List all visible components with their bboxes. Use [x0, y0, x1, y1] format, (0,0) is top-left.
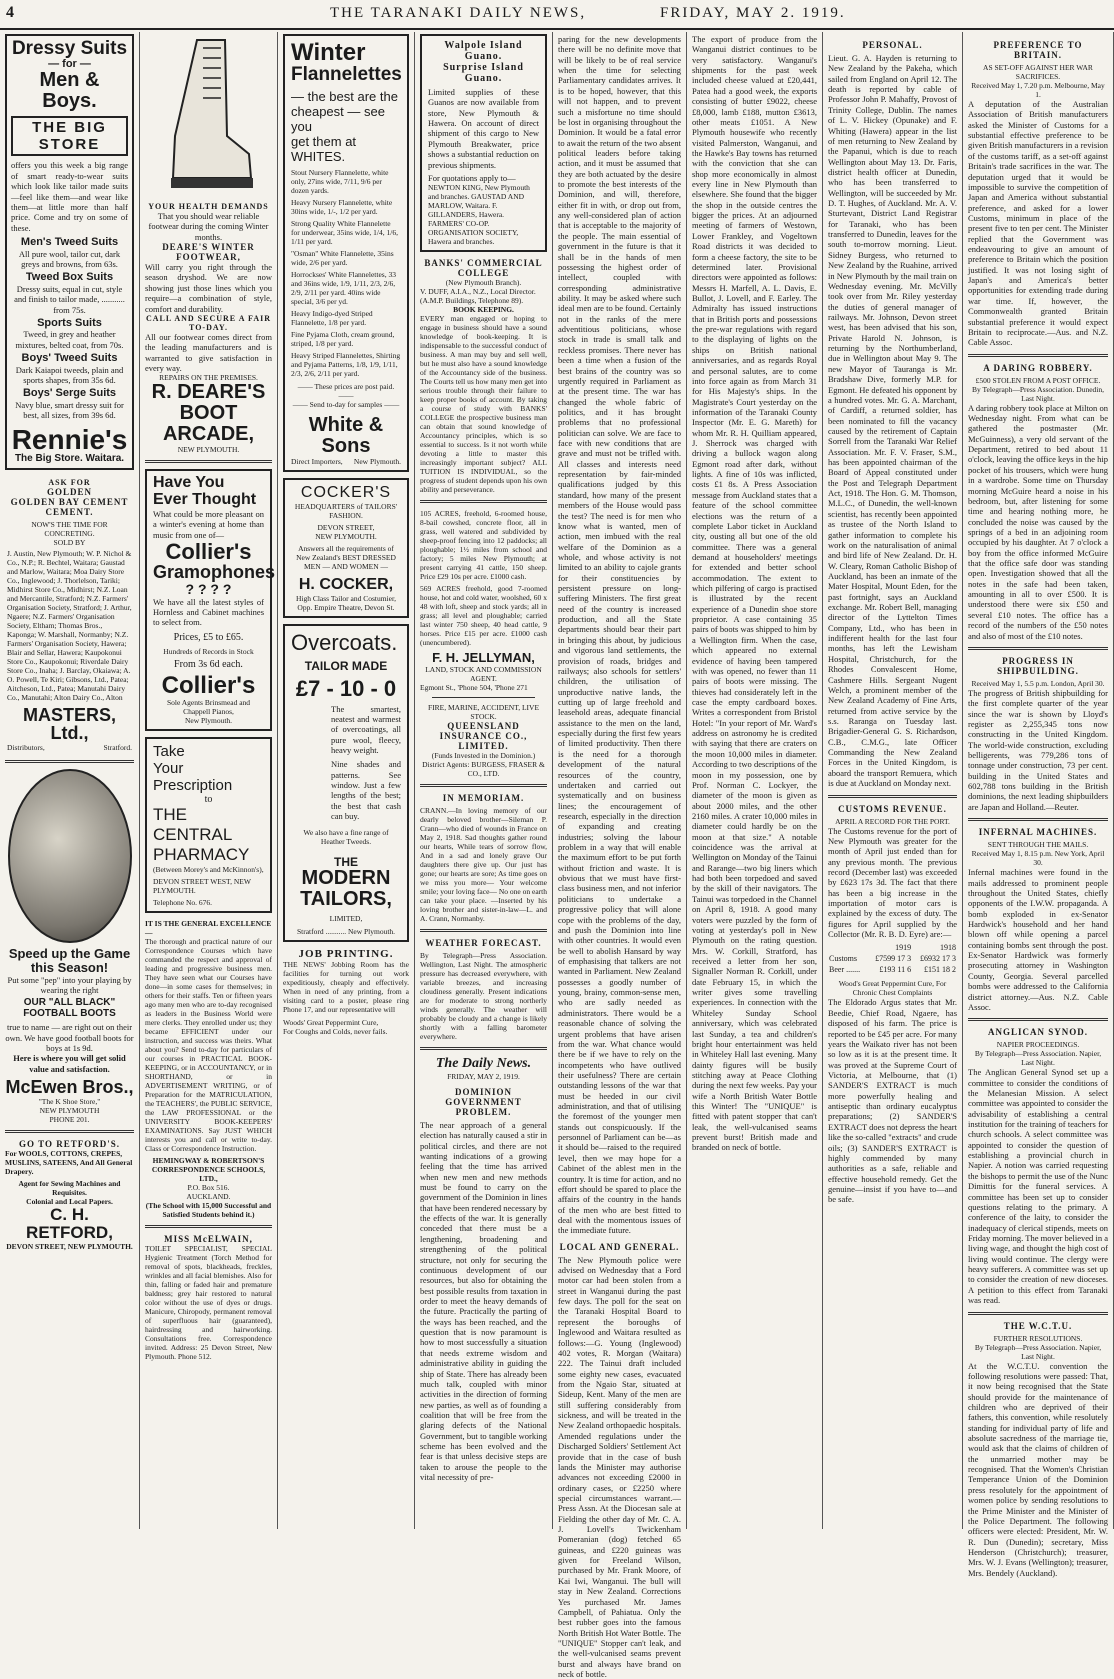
deare-name: R. DEARE'S: [151, 381, 266, 404]
winter-l3: — the best are the: [291, 89, 398, 105]
flannelette-item: Stout Nursery Flannelette, white only, 27ins wide, 7/11, 9/6 per dozen yards.: [291, 168, 389, 196]
local-general-head: LOCAL AND GENERAL.: [559, 1241, 680, 1252]
editorial: [420, 1056, 547, 1483]
flannelette-list: [291, 168, 401, 378]
weather-head: WEATHER FORECAST.: [425, 937, 542, 948]
job-printing-ad: [283, 948, 409, 1036]
flannelette-item: "Osman" White Flannelette, 35ins wide, 2/6 per yard.: [291, 249, 394, 268]
deare-boot: BOOT: [179, 402, 238, 425]
colliers-name: Collier's: [165, 538, 252, 564]
memoriam-head: IN MEMORIAM.: [442, 792, 525, 803]
deare-call: CALL AND SECURE A FAIR TO-DAY.: [146, 313, 271, 332]
overcoats-tweeds: We also have a fine range of Heather Tweeds.: [303, 827, 389, 846]
retford-addr: DEVON STREET, NEW PLYMOUTH.: [6, 1241, 133, 1251]
personal-head: PERSONAL.: [862, 40, 923, 50]
shipbuilding-dateline: Received May 1, 5.5 p.m. London, April 30.: [971, 678, 1105, 688]
pharmacy-central: CENTRAL: [153, 824, 233, 844]
pharmacy-the: THE: [153, 804, 187, 824]
whites-prices: —— These prices are post paid. ——: [297, 382, 395, 401]
winter-l4: cheapest — see you: [291, 104, 385, 135]
pref-sub: AS SET-OFF AGAINST HER WAR SACRIFICES.: [983, 63, 1093, 81]
mcelwain-name: MISS McELWAIN,: [164, 1233, 253, 1244]
guano-apply: For quotations apply to—: [428, 172, 516, 183]
football-headline: Speed up the Game: [8, 946, 131, 962]
colliers-ad: [145, 469, 276, 731]
pharmacy-name: PHARMACY: [153, 844, 250, 864]
school-city: AUCKLAND.: [186, 1191, 231, 1201]
mcewen-town: NEW PLYMOUTH: [39, 1106, 100, 1116]
colliers-np: New Plymouth.: [184, 715, 233, 725]
wctu-dateline: By Telegraph—Press Association. Napier, Last Night.: [974, 1342, 1102, 1361]
cocker-name: COCKER'S: [300, 484, 392, 502]
pharmacy-l3: Prescription: [153, 776, 233, 794]
synod-sub: NAPIER PROCEEDINGS.: [996, 1040, 1080, 1050]
overcoats-body-2: Nine shades and patterns. See window. Just a few lengths of the best; the best that cash can buy.: [331, 759, 401, 822]
memoriam-body: CRANN.—In loving memory of our dearly beloved brother—Sileman P. Crann—who died of wounds in France on May 2, 1918. Sad thoughts gather round our hearts, While tears of sorrow flow, And in a sad and lonely grave Our daughters there give up. Our just has gone; our hearts are sore; As time goes on we miss you more— Your welcome smile; your loving face— No one on earth can take your place. —Inserted by his loving brother and sister-in-law—L. and A. Crann, Normanby.: [420, 805, 547, 923]
modern-tailors-ad: [283, 624, 409, 942]
cement-ask: ASK FOR: [48, 477, 91, 487]
deare-body-3: All our footwear comes direct from the leading manufacturers and is warranted to give satisfaction in every way.: [145, 331, 272, 373]
ad-subhead: Men's Tweed Suits: [20, 236, 119, 248]
printing-head: JOB PRINTING.: [298, 948, 394, 961]
table-cell: Beer .......: [829, 965, 861, 975]
infernal-dateline: Received May 1, 8.15 p.m. New York, April 30.: [971, 849, 1105, 868]
cocker-opp: Opp. Empire Theatre, Devon St.: [297, 602, 395, 612]
colliers-name-2: Collier's: [161, 671, 256, 699]
pharmacy-between: (Between Morey's and McKinnon's),: [153, 864, 264, 874]
land-569: 569 ACRES freehold, good 7-roomed house, hot and cold water, woolshed, 60 x 48 with loft, sheep and stock yards; all in grass; all level and ploughable; carried last winter 750 sheep, 40 head cattle, 9 horses. Price £15 per acre. £1000 cash (unencumbered).: [420, 584, 547, 648]
woods-cure: Woods' Great Peppermint Cure,: [283, 1018, 379, 1028]
column-2: [140, 32, 278, 1529]
colliers-records: Hundreds of Records in Stock: [163, 646, 254, 656]
pharmacy-addr: DEVON STREET WEST, NEW PLYMOUTH.: [153, 876, 251, 895]
winter-head: Winter: [291, 39, 366, 66]
retford-papers: Colonial and Local Papers.: [26, 1197, 113, 1207]
ad-subhead: Tweed Box Suits: [25, 271, 114, 284]
customs-table: [828, 942, 957, 975]
pharmacy-l4: to: [204, 793, 213, 805]
guano-l1: Walpole Island Guano.: [444, 40, 523, 62]
newspaper-title: THE TARANAKI DAILY NEWS,: [330, 5, 587, 21]
ad-subhead: Boys' Tweed Suits: [21, 352, 118, 365]
table-cell: £151 18 2: [924, 965, 956, 975]
issue-date: FRIDAY, MAY 2. 1919.: [660, 5, 846, 21]
ad-subhead: Boys' Serge Suits: [22, 387, 117, 400]
cement-l1: GOLDEN: [46, 486, 92, 497]
customs-head: CUSTOMS REVENUE.: [838, 803, 947, 814]
weather-forecast: [420, 938, 547, 1041]
pref-body: A deputation of the Australian Association of British manufacturers asked the Minister of Customs for a substantial effective preference to be given British manufacturers in a revision of the customs tariff, as a set-off against Britain's trade sacrifices in the war. The deputation urged that it would be impossible to survive the competition of Japan and America without substantial preference, and asked for a lower Customs, minimum in place of the present five to ten per cent. The Minister replied that the Government was endeavouring to give an amount of preference to Britain which the position justified. It was not losing sight of Japan's and America's better opportunities for extending trade during war time. If, however, the Commonwealth granted Britain substantial preference it would expect Britain to reciprocate.—Aus. and N.Z. Cable Assoc.: [968, 99, 1108, 348]
woods-coughs: For Coughs and Colds, never fails.: [283, 1027, 388, 1037]
jellyman-ad: [420, 509, 547, 778]
guano-agents: NEWTON KING, New Plymouth and branches. GAUSTAD AND MARLOW, Waitara. F. GILLANDERS, Hawera. FARMERS' CO-OP. ORGANISATION SOCIETY, Hawera and branches.: [428, 183, 530, 247]
cement-stockists: J. Austin, New Plymouth; W. P. Nichol & Co., N.P.; R. Bechtel, Waitara; Gaustad and Marlow, Waitara; Moa Dairy Store Co., Inglewood; J. Thorlelson, Tariki; Midhirst Store Co., Midhirst; N.Z. Loan and Mercantile, Stratford; N.Z. Farmers' Organisation Society, Stratford; J. Arthur, Ngaere; N.Z. Farmers' Organisation Society, Eltham; Thomas Bros., Kaponga; W. Marshall, Normanby; N.Z. Farmers' Organisation Society, Hawera; Blair and Sellar, Hawera; Kaupokonui Store Co., Kaupokonui; Riverdale Dairy Store Co., Inaha; J. Barclay, Okaiawa; A. O. Powell, Te Kiri; Gibsons, Ltd., Patea; Aitcheson, Ltd., Patea; Manutahi Dairy Co., Manutahi; Alton Dairy Co., Alton: [7, 548, 132, 702]
ad-headline-2: Men & Boys.: [39, 69, 100, 113]
customs-col-header: 1919: [895, 943, 912, 953]
masters-role: Distributors,: [7, 743, 45, 753]
pref-head: PREFERENCE TO BRITAIN.: [993, 40, 1083, 60]
cement-sold: SOLD BY: [53, 537, 86, 547]
school-head: IT IS THE GENERAL EXCELLENCE—: [145, 918, 272, 937]
cocker-body: Answers all the requirements of New Zealand's BEST DRESSED MEN — AND WOMEN —: [296, 544, 396, 572]
rennies-tagline: The Big Store. Waitara.: [14, 453, 125, 465]
column-7: [823, 32, 963, 1529]
cocker-street: DEVON STREET,: [317, 523, 375, 533]
deare-head: YOUR HEALTH DEMANDS: [148, 202, 269, 211]
football-boots: OUR "ALL BLACK" FOOTBALL BOOTS: [23, 997, 116, 1019]
overcoats-head: Overcoats.: [291, 629, 398, 655]
jellyman-name: F. H. JELLYMAN,: [432, 650, 535, 666]
overcoats-tailor: TAILOR MADE: [304, 658, 388, 673]
cocker-np: NEW PLYMOUTH.: [315, 532, 377, 542]
ad-body: Dressy suits, equal in cut, style and finish to tailor made, ........... from 75s.: [14, 283, 125, 315]
modern-the: THE: [334, 854, 358, 869]
pharmacy-l2: Your: [153, 759, 184, 777]
colliers-prices: Prices, £5 to £65.: [173, 631, 244, 643]
weather-body: By Telegraph—Press Association. Wellington, Last Night. The atmospheric pressure has decreased everywhere, with variable breezes, and increasing cloudiness generally. Present indications are for moderate to strong northerly winds generally. The weather will probably be cloudy and a change is likely shortly with a falling barometer everywhere.: [420, 950, 547, 1041]
woods-peppermint: Wood's Great Peppermint Cure, For Chronic Chest Complaints: [838, 979, 947, 998]
flannelette-item: Horrockses' White Flannelettes, 33 and 36ins wide, 1/9, 1/11, 2/3, 2/6, 2/9, 2/11 per yard. 40ins wide special, 3/6 per yd.: [291, 270, 396, 307]
college-bk: BOOK KEEPING.: [453, 305, 514, 315]
personal-body: Lieut. G. A. Hayden is returning to New Zealand by the Pakeha, which sailed from England on April 12. The death is reported by cable of Professor John P. Mahaffy, Provost of Trinity College, Dublin. The names of L. V. Hickey (Opunake) and F. Whiting (Hawera) appear in the list of men returning to New Zealand by the Papanui, which is due to reach Wellington about May 13. Dr. Faris, district health officer at Dunedin, who has been transferred to Wellington, will be succeeded by Mr. D. T. Hughes, of Auckland. Mr. A. V. Sturtevant, District Land Registrar for Taranaki, who has been transferred to Dunedin, leaves for the south to-morrow morning. Lieut. Sidney Burgess, who returned to New Zealand by the Ruahine, arrived in New Plymouth by the mail train on Wednesday evening. Mr. McVilly took over from Mr. Riley yesterday the duties of general manager of railways. Mr. Johnson, Devon street west, has been advised that his son, Private Harold N. Johnson, is returning by the Northumberland, due in Wellington about May 9. The new Mayor of Tauranga is Mr. Bradshaw Dive, formerly M.P. for Egmont. He defeated his opponent by a hundred votes. Mr. G. A. Marchant, of Cardiff, a returned soldier, has been nominated to fill the vacancy caused by the retirement of Captain Sorrell from the Taranaki War Relief Association. Mr. F. V. Fraser, S.M., has been appointed chairman of the Board of Appeal constituted under the Post and Telegraph Department Act, 1918. The Hon. G. M. Thomson, M.L.C., of Dunedin, the well-known scientist, has recently been appointed as trustee of the North Island to gather information to complete his work on the naturalisation of animal and bird life of New Zealand. Dr. H. W. Cleary, Roman Catholic Bishop of Auckland, has been an inmate of the Mater Hospital, Mount Eden, for the past fortnight, says an Auckland exchange. Mr. Robert Bell, managing director of the Lyttelton Times Company, Ltd., who has been in indifferent health for the last four months, has left the Lewisham Hospital, Christchurch, for the Rhodes Convalescent Home, Cashmere Hills. Sergeant Nugent Welch, a prominent member of the New Zealand Academy of Fine Arts, returned from active service by the s.s. Raranga on Tuesday last. Brigadier-General G. S. Richardson, C.B., C.M.G., late Officer Commanding the New Zealand Forces in the United Kingdom, is aboard the transport Remuera, which is due at Auckland on Monday next.: [828, 53, 957, 789]
infernal-sub: SENT THROUGH THE MAILS.: [987, 840, 1089, 850]
robbery-body: A daring robbery took place at Milton on Wednesday night. From what can be gathered the postmaster (Mr. McGuinness), a very old servant of the Department, retired to bed about 11 o'clock, leaving the office keys in the hip pocket of his trousers, which were hung in a wardrobe. Some time on Thursday morning McGuire heard a noise in his bedroom, but, after listening for some time and hearing nothing more, he concluded the noise was caused by the springs of a bed in an adjoining room occupied by his daughter. At 7 o'clock a boy from the office informed McGuire that the office safe door was standing open. Investigation showed that all the notes in the safe had been taken, amounting in all to over £500. It is understood there were six £50 and several £10 notes. The office has a record of the numbers of the £50 notes and also of most of the £10 notes.: [968, 402, 1108, 641]
whites-logo: White & Sons: [308, 414, 384, 458]
modern-ltd: LIMITED,: [329, 914, 363, 924]
local-general-body: The New Plymouth police were advised on Wednesday that a Ford motor car had been stolen from a street in Wanganui during the past few days. The poll for the seat on the Taranaki Hospital Board to represent the boroughs of Inglewood and Waitara resulted as follows:—G. Young (Inglewood) 402 votes, R. Morgan (Waitara) 222. The Tainui draft included some eighty new cases, evacuated from the Ngaio Star, situated at Sideup, Kent. Many of the men are still suffering considerably from sickness, and will be treated in the New Zealand orthopaedic hospitals. Amended regulations under the Discharged Soldiers' Settlement Act provide that in the case of bush lands the Minister may authorise advances not exceeding £2000 in ordinary cases, or £2250 where special circumstances warrant.—Press Assn. At the Diocesan sale at Fielding the other day of Mr. C. A. J. Lovell's Twickenham Pomeranian (dog) fetched 65 guineas, and £220 guineas was given for Freeland Wilson, purchased by Mr. Frank Moore, of Kai Iwi, Wanganui. The bull will stay in New Zealand. Corrections Yes purchased Mr. James Campbell, of Pahiatua. Only the best rubber goes into the famous North British Hot Water Bottle. The "UNIQUE" Stopper can't leak, and the well-vulcanised seams prevent burst and always have brand on neck of bottle.: [558, 1254, 681, 1679]
deare-repairs: REPAIRS ON THE PREMISES.: [159, 373, 258, 383]
overcoats-price: £7 - 10 - 0: [295, 675, 397, 701]
ad-body: Tweed, in grey and heather mixtures, belted coat, from 70s.: [15, 329, 124, 350]
flannelette-item: Fine Pyjama Cloth, cream ground, striped, 1/8 per yard.: [291, 330, 395, 349]
overcoats-body: The smartest, neatest and warmest of overcoatings, all pure wool, fleecy, heavy weight.: [331, 703, 401, 756]
colliers-gramophones: Gramophones: [153, 562, 276, 583]
deare-np: NEW PLYMOUTH.: [177, 445, 240, 455]
editorial-date: FRIDAY, MAY 2, 1919.: [447, 1071, 520, 1081]
infernal-body: Infernal machines were found in the mails addressed to prominent people throughout the United States, chiefly opponents of the I.W.W. propaganda. A bomb exploded in ex-Senator Hardwick's household and her hand blown off while opening a parcel containing bombs sent through the post. Ex-Senator Hardwick was formerly prosecuting attorney in Washington County, Georgia. Several parcelled bombs were addressed to the California district attorney.—Aus. N.Z. Cable Assoc.: [968, 867, 1108, 1012]
robbery-dateline: By Telegraph—Press Association. Dunedin, Last Night.: [971, 384, 1105, 403]
ad-subhead: Sports Suits: [37, 316, 102, 329]
column-6: [687, 32, 823, 1529]
editorial-head: DOMINION GOVERNMENT PROBLEM.: [445, 1086, 522, 1117]
deare-arcade: ARCADE,: [162, 423, 255, 446]
college-body: EVERY man engaged or hoping to engage in business should have a sound knowledge of book-keeping. It is indispensable to the successful conduct of business. A man may buy and sell well, but he must also have a sound knowledge of the Accountancy side of the business. The Courts tell us how many men get into serious trouble through their failure to keep proper books of account. By taking a course of study with BANKS' COLLEGE the prospective business man can obtain that sound knowledge of Accountancy principles, which is so essential to success. Is it not worth while devoting a little to master this increasingly important subject? ALL TUITION IS INDIVIDUAL, so the progress of student depends upon his own ability and perseverance.: [420, 314, 547, 495]
cement-now: NOW'S THE TIME FOR CONCRETING.: [31, 519, 108, 538]
shipbuilding-head: PROGRESS IN SHIPBUILDING.: [997, 655, 1079, 676]
land-105: 105 ACRES, freehold, 6-roomed house, 8-bail cowshed, concrete floor, all in grass, well watered and subdivided by sheep-proof fencing into 12 paddocks; all ploughable; 1½ miles from school and factory; 5 miles New Plymouth; at present carrying 41 cattle, 150 sheep. Price £29 10s per acre. £1000 cash.: [420, 509, 547, 582]
customs-body: The Customs revenue for the port of New Plymouth was greater for the month of April just ended than for any previous month. The previous record (December last) was exceeded by £623 17s 3d. The fact that there has been a big increase in the importation of motor cars is explained by the excess of duty. The figures for April supplied by the Collector (Mr. R. B. D. Eyre) are:—: [828, 825, 957, 940]
deare-body: That you should wear reliable footwear during the coming Winter months.: [148, 211, 269, 242]
cement-l3: CEMENT.: [45, 506, 94, 517]
big-store-logo: THE BIG STORE: [11, 116, 128, 156]
football-headline-2: this Season!: [30, 960, 109, 975]
insurance-types: FIRE, MARINE, ACCIDENT, LIVE STOCK.: [427, 702, 540, 721]
mcewen-logo: McEwen Bros.,: [5, 1077, 134, 1098]
customs-col-header: [828, 942, 867, 953]
banks-college-ad: [420, 258, 547, 494]
column-4: [415, 32, 553, 1529]
cocker-hq: HEADQUARTERS of TAILORS' FASHION.: [294, 502, 398, 521]
ad-subline: — for —: [48, 57, 91, 70]
deare-body-2: Will carry you right through the season dryshod. We are now showing just those lines which you require—a combination of style, comfort and durability.: [145, 262, 272, 314]
infernal-head: INFERNAL MACHINES.: [978, 827, 1098, 838]
retford-ad: [5, 1139, 134, 1251]
flannelette-item: Heavy Indigo-dyed Striped Flannelette, 1/8 per yard.: [291, 309, 373, 328]
synod-dateline: By Telegraph—Press Association. Napier, Last Night.: [974, 1049, 1102, 1068]
editorial-continued: paring for the new developments there will be no definite move that will be likely to be of real service when the time for selecting Parliamentary candidates arrives. It is to be hoped, however, that this will not happen, and to prevent such a misfortune no time should be lost in organising throughout the Dominion. It would be a fatal error to await the return of the two absent political leaders before taking action, and it must be assumed that they are both actuated by the desire to promote the best interests of the Dominion, and will, therefore, either fit in with, or drop out from, any well-considered plan of action that is acceptable to the majority of the people. The main essential of government in the future is that it shall be in the hands of men possessing the highest order of intellect, coupled with corresponding administrative ability. It may be asked where such ideal men are to be found. Certainly not in the ranks of the mere adventitious politicians, whose stock in trade is small talk and reckless promises. There never has been a time when a fusion of the best brains of the country was so urgently required in Parliament as at the present time. The war has changed the whole fabric of politics, and it has brought problems that no professional politician can solve. We are face to face with new conditions that are grave and must not be trifled with. All classes and interests need representation by fair-minded qualifications judged by this standard, how many of the present members of the House would pass the test? The need is for men who know what is wanted, men of action, men imbued with the real welfare of the Dominion as a whole, and whose activity is not limited to an ability to cajole grants for their constituencies by persistent pressure on long-suffering Ministers. The first great need of the country is increased production, and all the State departments should bear their part in bringing this about, by judicious and vigorous land settlements, the provision of roads, bridges and railways; also schools for settlers' children, the utilisation of unproductive native lands, the cutting up of large freehold and leasehold areas, adequate financial assistance to the men on the land, especially during the first few years of limited productivity. Then there is the need for a thorough development of the natural resources of the country, undertaken and carried out systematically and on business lines; the encouragement of research, especially in the direction of expanding and creating industries; solving the labour problem in a way that will enable the maximum effort to be put forth without friction and waste. It is obvious that we must have first-class business men, and not inferior politicians to undertake a progressive policy that will alone cope with the problems of the day, and push the Dominion into line with other countries. It would even be well to abolish Hansard by way of emphasising that talkers are not wanted in Parliament. New Zealand possesses a goodly number of young, brainy, common-sense men, who are sadly needed as administrators. There would be a reasonable chance of solving the urgent problems that have arisen from the war. What chance would there be if we have to rely on the incompetents who have outlived their usefulness? There are certain outstanding lessons of the war that must be heeded in our civil administration, and that of utilising the foremost of the younger men stands out conspicuously. If the personnel of Parliament can be—as it should be—raised to the required level, then we may hope for a Cabinet of the ablest men in the country. It is time for action, and no effort should be spared to place the affairs of the country in the hands of the men who are best fitted to deal with the momentous issues of the immediate future.: [558, 34, 681, 1236]
flannelette-item: Strong Quality White Flannelette for underwear, 35ins wide, 1/4, 1/6, 1/11 per yard.: [291, 219, 398, 247]
retford-head: GO TO RETFORD'S.: [19, 1139, 120, 1150]
ad-body: Navy blue, smart dressy suit for best, all sizes, from 39s 6d.: [15, 399, 124, 421]
retford-list: For WOOLS, COTTONS, CREPES, MUSLINS, SATEENS, And All General Drapery.: [5, 1149, 133, 1177]
winter-l5: get them at WHITES.: [291, 134, 357, 165]
cement-ad: [5, 476, 134, 755]
customs-end: The Eldorado Argus states that Mr. Beedie, Chief Road, Ngaere, has disposed of his farm. The price is reported to be £45 per acre. For many years the Waikato river has not been so low as it is at the present time. It was proved at the Supreme Court of Victoria, at Melbourne, that (1) SANDER'S EXTRACT is much more powerfully healing and antiseptic than ordinary eucalyptus preparations; (2) SANDER'S EXTRACT does not depress the heart like the so-called "extracts" and crude oils; (3) SANDER'S EXTRACT is highly commended by many authorities as a safe, reliable and effective household remedy. Get the genuine—insist if you have to—and be safe.: [828, 997, 957, 1205]
colliers-l1: Have You: [153, 474, 225, 492]
flannelette-item: Heavy Striped Flannelettes, Shirting and Pyjama Patterns, 1/8, 1/9, 1/11, 2/3, 2/6, 2/11 per yard.: [291, 351, 401, 379]
ad-body: All pure wool, tailor cut, dark greys and browns, from 63s.: [18, 248, 121, 269]
ad-body: offers you this week a big range of smart ready-to-wear suits which look like tailor made suits—feel like them—and wear like them—at little more than half price. Come and try on some of these.: [11, 160, 128, 233]
whites-samples: —— Send to-day for samples ——: [292, 400, 400, 410]
mcewen-phone: PHONE 201.: [49, 1115, 90, 1125]
customs-sub: APRIL A RECORD FOR THE PORT.: [835, 816, 950, 826]
winter-head-2: Flannelettes: [291, 64, 402, 86]
modern-loc: Stratford ........... New Plymouth.: [296, 927, 396, 937]
jellyman-agent: LAND, STOCK AND COMMISSION AGENT.: [425, 664, 542, 683]
table-cell: £193 11 6: [879, 965, 912, 975]
football-value: Here is where you will get solid value and satisfaction.: [13, 1053, 126, 1074]
colliers-agents: Sole Agents Brinsmead and Chappell Pianos,: [166, 697, 251, 716]
local-general-continued: The export of produce from the Wanganui district continues to be very satisfactory. Wanganui's shipments for the past week included cheese valued at £20,441, Patea had a good week, the exports consisting of butter £9022, cheese £8,000, lamb £188, mutton £3613, other meats £1051. A New Plymouth housewife who recently visited Palmerston, Wanganui, and the Hawke's Bay towns has returned with the conviction that she can shop more economically in almost every line in New Plymouth than elsewhere. She found that the bigger the shop in the outside centres the bigger the prices. At an adjourned meeting of farmers of Westown, Lower Frankley, and Vogeltown Road districts it was decided to form a cheese factory, the site to be determined later. Provisional directors were appointed as follows: Messrs H. Marfell, A. L. Davis, E. Bullot, J. Lovell, and F. Earley. The Admiralty has issued instructions that in British ports and possessions the pre-war regulations with regard to the displaying of lights on the ships on British national anniversaries, and as regards Royal and personal salutes, are to come into force again as from March 31 for His Majesty's ships. In the Magistrate's Court yesterday on the information of the Taranaki County Inspector (Mr. E. G. Mareth) for whom Mr. R. H. Quilliam appeared, J. Sherrock was charged with driving a bullock wagon along Egmont road after dark, without lights. A fine of 10s was inflicted, costs £1 8s. A Press Association message from Auckland states that a feature of the school committee elections was the return of a complete Labor ticket in Auckland city, ousting all but one of the old committee. There was a general demand at householders' meetings for extended and better school accommodation. The extent to which pilfering of cargo is practised is illustrated by the recent experience of a Dunedin shoe store proprietor. A case containing 35 pairs of boots was shipped to him by a Wellington firm. When the case, which appeared no external evidence of having been tampered with was opened, no fewer than 11 pairs of boots were missing. The thieves had considerately left in the case the empty cardboard boxes. Writes a correspondent from Bristol Hotel: "In your report of Mr. Ward's address on astronomy he is credited with saying that there are craters on the moon 10,000 miles in diameter. According to two descriptions of the moon in my possession, one by Prof. Norman C. Lockyer, the diameter of the moon is given as about 2000 miles, and the other 2160 miles. A crater 10,000 miles in diameter could hardly be on the moon at that size." A notable coincidence was the arrival at Wellington on Monday of the Tainui and Rarange—two big liners which had both been torpedoed and saved by the skill of their navigators. The Tainui was torpedoed in the Channel on April 8, 1918. A good many voters were puzzled by the form of voting at yesterday's poll in New Plymouth on the rating question. Mrs. W. Corkill, Stratford, has received a letter from her son, Signaller Norman R. Corkill, under date February 15, in which the writer gives some travelling experiences. In connection with the Whiteley Sunday School anniversary, which was celebrated last Sunday, a tea and children's bright hour entertainment was held in Whiteley Hall last evening. Many dainty figures will be busily stitching away at Peace Clothing during the next few weeks. Pay your wife a North British Water Bottle this Winter! The "UNIQUE" is fitted with patent stopper that can't leak, the well-vulcanised seams prevent burst! British made and branded on neck of bottle.: [692, 34, 817, 1153]
column-1: [0, 32, 140, 1529]
mcewen-store: "The K Shoe Store,": [38, 1097, 101, 1107]
mcelwain-body: TOILET SPECIALIST, SPECIAL Hygienic Treatment (Torch Method for removal of spots, blackheads, freckles, wrinkles and all facial blemishes. Also for thin, falling or faded hair and premature baldness; grey hair restored to natural color without the use of dyes or drugs. Manicure, Chiropody, permanent removal of superfluous hair (guaranteed), hairdressing and hairworking. Consultations free. Correspondence invited. Address: 25 Devon Street, New Plymouth. Phone 512.: [145, 1243, 272, 1361]
school-name: HEMINGWAY & ROBERTSON'S CORRESPONDENCE SCHOOLS, LTD.,: [151, 1155, 266, 1183]
college-sub: (New Plymouth Branch).: [445, 278, 522, 288]
colliers-body: What could be more pleasant on a winter's evening at home than music from one of—: [153, 508, 264, 540]
flannelette-item: Heavy Nursery Flannelette, white 30ins wide, 1/-, 1/2 per yard.: [291, 198, 393, 217]
cocker-name-2: H. COCKER,: [298, 576, 394, 594]
deare-footwear: DEARE'S WINTER FOOTWEAR,: [162, 242, 255, 263]
masthead: [0, 0, 1114, 30]
cocker-ad: [283, 478, 409, 618]
pref-dateline: Received May 1, 7.20 p.m. Melbourne, May 1.: [971, 81, 1105, 99]
wctu-head: THE W.C.T.U.: [1003, 1320, 1073, 1331]
modern-name: MODERN: [301, 867, 391, 890]
college-head: BANKS' COMMERCIAL COLLEGE: [424, 258, 543, 279]
ad-headline: Dressy Suits: [11, 38, 128, 59]
school-note: (The School with 15,000 Successful and Satisfied Students behind it.): [145, 1200, 272, 1219]
football-body: Put some "pep" into your playing by wearing the right: [7, 974, 132, 995]
guano-body: Limited supplies of these Guanos are now available from store, New Plymouth & Hawera. On account of direct shipment of this cargo to New Plymouth Breakwater, price shows a substantial reduction on previous shipments.: [428, 87, 539, 170]
colliers-qm: ? ? ? ?: [185, 580, 232, 597]
synod-head: ANGLICAN SYNOD.: [987, 1027, 1088, 1038]
whites-flannelette-ad: [283, 34, 409, 472]
rennies-logo: Rennie's: [11, 423, 128, 455]
printing-body: THE NEWS' Jobbing Room has the facilities for turning out work expeditiously, cheaply and effectively. When in need of any printing, from a visiting card to a poster, please ring Phone 17, and our representative will: [283, 960, 409, 1015]
mcelwain-ad: [145, 1234, 272, 1361]
column-5: [553, 32, 687, 1679]
colliers-l2: Ever Thought: [153, 491, 257, 509]
robbery-head: A DARING ROBBERY.: [983, 362, 1093, 373]
guano-l2: Surprise Island Guano.: [443, 62, 524, 84]
football-body-2: true to name — are right out on their own. We have good football boots for boys at 1s 9d.: [5, 1022, 134, 1054]
wctu-body: At the W.C.T.U. convention the following resolutions were passed: That, it now being recognised that the State should provide for the maintenance of children who are deprived of their fathers, this convention, while resolutely standing for individual party of life and absolute sacredness of the marriage tie, would ask that the claims of children of the unmarried mother may be recognised. That the Women's Christian Temperance Union of the Dominion press resolutely for the appointment of women police by sending resolutions to the Prime Minister and the Minister of the Police Department. The following officers were elected: President, Mr. W. R. Dun (Dunedin); secretary, Miss Henderson (Christchurch); treasurer, Mrs. W. J. Evans (Wellington); treasurer, Mrs. Bendely (Auckland).: [968, 1360, 1108, 1578]
pharmacy-tel: Telephone No. 676.: [153, 897, 213, 907]
colliers-body-2: We have all the latest styles of Hornless and Cabinet machines to select from.: [153, 596, 264, 628]
school-body: The thorough and practical nature of our Correspondence Courses which have commanded the respect and approval of leading and progressive business men. They have seen what our Courses have done—in some cases for themselves; in others for their staffs. Ten or fifteen years ago many men who are to-day recognised as leaders in the Business World were mere clerks. They enrolled under us; they became EFFICIENT under our instruction, and success was theirs. What about you? Send to-day for particulars of our courses in PRACTICAL BOOK-KEEPING, or in ACCOUNTANCY, or in SHORTHAND, or in ADVERTISEMENT WRITING, or of Preparation for the MATRICULATION, the TEACHERS', the PUBLIC SERVICE, the LAW PROFESSIONAL or the UNIVERSITY BOOK-KEEPERS' EXAMINATIONS. Say JUST WHICH interests you and call or write to-day. Class or Correspondence Instruction.: [145, 936, 272, 1153]
pharmacy-ad: [145, 737, 272, 913]
ad-body: Dark Kaiapoi tweeds, plain and sports shapes, from 35s 6d.: [15, 364, 124, 386]
guano-ad: [420, 34, 547, 252]
masters-town: Stratford.: [103, 743, 132, 753]
cocker-class: High Class Tailor and Costumier,: [295, 593, 397, 603]
editorial-body: The near approach of a general election has naturally caused a stir in political circles, and there are not wanting indications of a growing feeling that the time has arrived when new men and new methods must be found to carry on the government of the Dominion in lines that have been rendered necessary by the effects of the war. It is generally conceded that there must be a lengthening, broadening and strengthening of the political structure, not only for securing the continuous development of our resources, but also for obtaining the best possible results from taxation in order to meet the heavy demands of the future. Practically the parting of the ways has been reached, and the question that is now paramount is how to most successfully a situation that needs extreme wisdom and administrative ability in guiding the ship of State. There has already been much talk, coupled with minor activities in the direction of forming new parties, as well as of founding a coalition that will be free from the glaring defects of the National Government, but to tangible working scheme has been evolved and the fear is that unless decisive steps are taken to arouse the people to the vital necessity of pre-: [420, 1119, 547, 1483]
boot-illustration: [163, 36, 255, 196]
page-number: 4: [6, 4, 14, 21]
cement-l2: GOLDEN BAY CEMENT: [10, 496, 129, 507]
table-row: [828, 964, 957, 975]
colliers-from: From 3s 6d each.: [174, 658, 243, 670]
school-po: P.O. Box 516.: [187, 1182, 230, 1192]
column-8: [963, 32, 1114, 1578]
daily-news-nameplate: The Daily News.: [435, 1055, 532, 1071]
dressy-suits-ad: [5, 34, 134, 470]
pharmacy-l1: Take: [153, 742, 185, 760]
table-cell: £7599 17 3: [875, 954, 912, 964]
in-memoriam: [420, 793, 547, 923]
whites-np: New Plymouth.: [353, 457, 401, 467]
college-director: V. DUFF, A.I.A., N.Z., Local Director. (A.M.P. Buildings, Telephone 89).: [420, 287, 536, 306]
insurance-agents: (Funds Invested in the Dominion.) District Agents: BURGESS, FRASER & CO., LTD.: [422, 750, 545, 778]
robbery-sub: £500 STOLEN FROM A POST OFFICE.: [975, 375, 1101, 385]
shipbuilding-body: The progress of British shipbuilding for the first complete quarter of the year since the war is shown by Lloyd's register as 2,255,345 tons now constructing in the United Kingdom. The world-wide construction, excluding belligerents, was 779,286 tons of tonnage under construction, 73 per cent. building in the United States and 602,788 tons building in the British dominions, the next leading shipbuilders are Japan and Holland.—Reuter.: [968, 687, 1108, 812]
column-3: [278, 32, 415, 1529]
table-cell: Customs: [829, 954, 858, 964]
whites-importers: Direct Importers,: [291, 457, 343, 467]
correspondence-school-ad: [145, 919, 272, 1219]
synod-body: The Anglican General Synod set up a committee to consider the conditions of the Melanesian Mission. A select committee was appointed to consider the advisability of establishing a central institution for the training of teachers for church schools. A select committee was appointed to consider the question of establishing a provincial church in Napier. A notion was carried requesting the bishops to permit the use of the Nunc Dimittis for the funeral services. A committee has been set up to consider questions relating to the primary. A conference of the laity, to consider the inadequacy of clerical stipends, meets on Friday morning. The mover believed in a living wage, and thought the high cost of living would continue. The clergy were heavy sufferers. A committee was set up to consider the creation of new dioceses. A petition to this effect from Taranaki was read.: [968, 1067, 1108, 1306]
wctu-sub: FURTHER RESOLUTIONS.: [993, 1333, 1083, 1343]
retford-agent: Agent for Sewing Machines and Requisites.: [18, 1179, 121, 1198]
retford-name: C. H. RETFORD,: [26, 1205, 113, 1242]
football-ad: [5, 769, 134, 1124]
jellyman-phones: Egmont St., 'Phone 504, 'Phone 271: [420, 682, 528, 692]
customs-col-header: 1918: [940, 943, 956, 953]
modern-tailors: TAILORS,: [300, 888, 392, 911]
football-player-illustration: [8, 769, 132, 943]
queensland-insurance: QUEENSLAND INSURANCE CO., LIMITED.: [439, 720, 528, 751]
table-row: [828, 953, 957, 964]
deare-boot-ad: [145, 36, 272, 454]
table-cell: £6932 17 3: [920, 954, 956, 964]
masters-logo: MASTERS, Ltd.,: [22, 704, 116, 744]
